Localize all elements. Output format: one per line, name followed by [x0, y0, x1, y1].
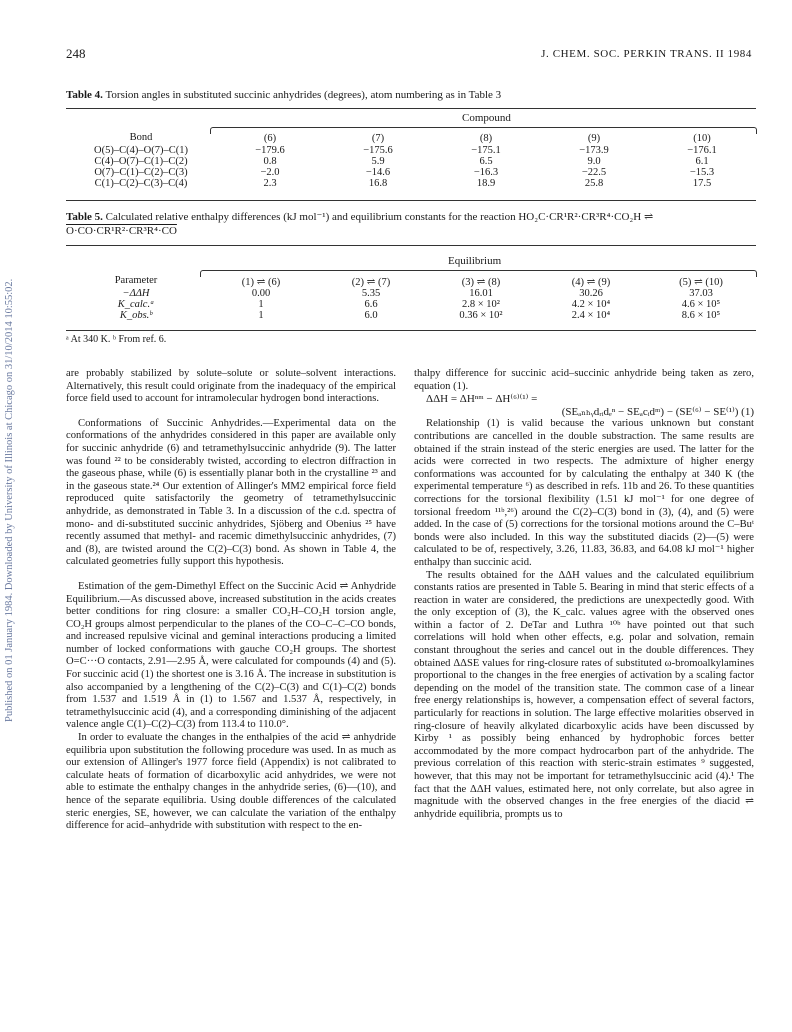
table5-group-header: Equilibrium	[448, 255, 502, 267]
table-row	[66, 299, 756, 310]
table5-cell: 8.6 × 10⁵	[681, 310, 721, 321]
table5-caption-label: Table 5.	[66, 211, 103, 223]
table5-cell: 2.8 × 10²	[462, 299, 500, 310]
table4-cell: −16.3	[473, 167, 499, 178]
table4-bond: O(5)–C(4)–O(7)–C(1)	[94, 145, 188, 156]
table4-cell: −176.1	[687, 145, 717, 156]
table4-header-col: (7)	[371, 133, 385, 144]
table5-caption-text: Calculated relative enthalpy differences (kJ mol⁻¹) and equilibrium constants for the reaction HO₂C·CR¹R²·CR³R⁴·CO₂H ⇌	[105, 211, 654, 223]
table-row	[66, 310, 756, 321]
equation-1-line1: ΔΔH = ΔHⁿᵐ − ΔH⁽⁶⁾⁽¹⁾ =	[426, 393, 538, 406]
table5-header-col: (5) ⇌ (10)	[679, 276, 723, 288]
table4-group-header: Compound	[462, 112, 511, 124]
table-row	[66, 145, 756, 156]
table4-header-col: (9)	[587, 133, 601, 144]
table-row	[66, 178, 756, 189]
table5-bottom-rule	[66, 330, 756, 331]
table4-cell: 16.8	[368, 178, 388, 189]
table5-top-rule	[66, 245, 756, 246]
table4-cell: 25.8	[584, 178, 604, 189]
table5-cell: 6.0	[364, 310, 378, 321]
journal-header: J. CHEM. SOC. PERKIN TRANS. II 1984	[541, 48, 752, 60]
page-number: 248	[66, 46, 86, 61]
table5-cell: 1	[258, 310, 264, 321]
table4-cell: −15.3	[689, 167, 715, 178]
table5-header-param: Parameter	[114, 275, 158, 286]
paragraph: The results obtained for the ΔΔH values and the calculated equilibrium constants ratios are presented in Table 5. Bearing in mind that steric effects of a reaction in water are considered, the predictions are unexpectedly good. With the only exception of (3), the K_calc. values agree with the observed ones within a factor of 2. DeTar and Luthra ¹⁰ᵇ have pointed out that such correlations will hold when other effects, e.g. polar and solvation, remain constant throughout the series and cancel out in the double differences. They obtained ΔΔSE values for ring-closure rates of substituted ω-bromoalkylamines proportional to the changes in the free energies of activation by a scaling factor depending on the model of the transition state. The common case of a linear free energy relationships is, however, a compensation effect of several factors, particularly for reactions in solution. The large effective molarities observed in ring-closure of heavily alkylated dicarboxylic acids have been discussed by Kirby ¹ as possibly being enhanced by hydrophobic forces better accommodated by the more compact hydrocarbon part of the anhydride. The previous correlation of this reaction with steric-strain estimates ⁹ suggested, however, that this may not be important for tetramethylsuccinic acid (4).¹ The fact that the ΔΔH values, estimated here, not only correlate, but also agree in magnitude with the observed changes in the free energies of the diacid ⇌ anhydride equilibria, prompts us to	[414, 569, 754, 820]
table4-header-col: (8)	[479, 133, 493, 144]
table5-footnote: ᵃ At 340 K. ᵇ From ref. 6.	[66, 334, 167, 345]
paragraph: are probably stabilized by solute–solute or solute–solvent interactions. Alternatively, this result could originate from the inadequacy of the empirical force field used to account for intramolecular hydrogen bond interactions.	[66, 368, 396, 405]
table5-cell: 30.26	[579, 288, 603, 299]
table4-cell: 9.0	[587, 156, 601, 167]
table5-header-row	[66, 275, 756, 288]
table4-cell: 5.9	[371, 156, 385, 167]
table5	[66, 275, 756, 321]
table-row	[66, 156, 756, 167]
table5-header-col: (1) ⇌ (6)	[241, 276, 281, 288]
table4-bottom-rule	[66, 200, 756, 201]
table5-cell: 5.35	[361, 288, 381, 299]
table5-cell: 6.6	[364, 299, 378, 310]
table4-header-col: (6)	[263, 133, 277, 144]
table4-cell: 18.9	[476, 178, 496, 189]
table-row	[66, 167, 756, 178]
table5-header-col: (2) ⇌ (7)	[351, 276, 391, 288]
table5-cell: 4.2 × 10⁴	[571, 299, 611, 310]
paragraph: Conformations of Succinic Anhydrides.—Experimental data on the conformations of the anhydrides considered in this paper are available only for succinic anhydride (6) and tetramethylsuccinic anhydride (9). The latter was found ²² to be considerably twisted, according to electron diffraction in the gaseous phase, while (6) is essentially planar both in the crystalline ²³ and in the gaseous state.²⁴ Our extention of Allinger's MM2 empirical force field reproduced quite satisfactorily the geometry of tetramethylsuccinic anhydride, as demonstrated in Table 3. In a discussion of the c.d. spectra of mono- and di-substituted succinic anhydrides, Sjöberg and Obenius ²⁵ have recently assumed that methyl- and racemic dimethylsuccinic anhydrides, (7) and (8), are twisted around the C(2)–C(3) bond. As shown in Table 4, the calculated geometries fully support this hypothesis.	[66, 417, 396, 568]
paragraph: Relationship (1) is valid because the various unknown but constant contributions are cancelled in the double substraction. The same results are obtained if the strain instead of the steric energies are used. The latter for the acids were corrected in two respects. The admixture of higher energy conformations was accounted for by calculating the enthalpy at 340 K (the experimental temperature ⁶) as described in refs. 11b and 26. To these quantities corrections for the torsional flexibility (1.51 kJ mol⁻¹ for one degree of torsional freedom ¹¹ᵇ,²⁶) around the C(2)–C(3) bond in (3), (4), and (5) were added. In the case of (5) corrections for the torsional motions around the C–Buᵗ bonds were also included. In this way the substituted diacids (2)—(5) were calculated to be of, respectively, 3.26, 11.83, 36.83, and 64.08 kJ mol⁻¹ higher enthalpy than succinic acid.	[414, 418, 754, 568]
table5-cell: 4.6 × 10⁵	[681, 299, 721, 310]
table5-header-col: (4) ⇌ (9)	[571, 276, 611, 288]
table5-param: −ΔΔH	[122, 288, 150, 299]
table4-cell: 17.5	[692, 178, 712, 189]
table4-cell: 6.5	[479, 156, 493, 167]
table5-cell: 0.36 × 10²	[459, 310, 503, 321]
table4-bond: C(1)–C(2)–C(3)–C(4)	[94, 178, 188, 189]
table4-bond: C(4)–O(7)–C(1)–C(2)	[94, 156, 188, 167]
left-column	[66, 368, 396, 833]
table4-top-rule	[66, 108, 756, 109]
table5-caption	[66, 210, 766, 238]
table5-param: K_obs.ᵇ	[119, 310, 153, 321]
equation-1-line2: (SEₐₙₕᵧdᵣᵢdₑⁿ − SEₐcᵢdᵐ) − (SE⁽⁶⁾ − SE⁽¹⁾) (1)	[561, 405, 754, 418]
table-row	[66, 288, 756, 299]
table5-header-col: (3) ⇌ (8)	[461, 276, 501, 288]
table4-cell: −14.6	[365, 167, 391, 178]
table4-cell: −22.5	[581, 167, 607, 178]
table4	[66, 132, 756, 189]
paragraph: Estimation of the gem-Dimethyl Effect on the Succinic Acid ⇌ Anhydride Equilibrium.—As discussed above, increased substitution in the acids creates better conditions for ring closure: a smaller CO₂H–CO₂H torsion angle, CO₂H groups almost perpendicular to the planes of the CO–C–C–CO bonds, and increased repulsive vicinal and geminal interactions producing a limited number of locked conformations with gauche CO₂H groups. The shortest O=C···O contacts, 2.91—2.95 Å, were calculated for compounds (4) and (5). For succinic acid (1) the shortest one is 3.16 Å. The increase in substitution is also accompanied by a lengthening of the C(2)–C(3) and C(1)–C(2) bonds from 1.537 and 1.519 Å in (1) to 1.567 and 1.537 Å, respectively, in tetramethylsuccinic acid (4), and a corresponding diminishing of the adjacent valence angle C(1)–C(2)–C(3) from 113.4 to 110.0°.	[66, 580, 396, 731]
download-watermark: Published on 01 January 1984. Downloaded by University of Illinois at Chicago on 31/10/2014 10:55:02.	[4, 278, 15, 722]
table4-cell: 6.1	[695, 156, 709, 167]
table4-caption	[66, 88, 756, 102]
table5-cell: 2.4 × 10⁴	[571, 310, 611, 321]
table5-caption-line2: O·CO·CR¹R²·CR³R⁴·CO	[66, 225, 177, 237]
table4-caption-text: Torsion angles in substituted succinic anhydrides (degrees), atom numbering as in Table 3	[105, 89, 502, 101]
paragraph: In order to evaluate the changes in the enthalpies of the acid ⇌ anhydride equilibria upon substitution the following procedure was used. In as much as our extension of Allinger's 1977 force field (Appendix) is not calibrated to calculate heats of formation of dicarboxylic acid anhydrides, we were not able to estimate the enthalpy changes in the anhydride series, (6)—(10), and hence of the separate equilibria. Using double differences of the calculated steric energies, SE, however, we can calculate the variation of the enthalpy difference for acid–anhydride with substitution with respect to the en-	[66, 732, 396, 832]
table4-bond: O(7)–C(1)–C(2)–C(3)	[94, 167, 188, 178]
table4-cell: −2.0	[260, 167, 280, 178]
table4-header-bond: Bond	[129, 132, 153, 143]
table4-cell: −175.1	[471, 145, 501, 156]
table4-caption-label: Table 4.	[66, 89, 103, 101]
table5-param: K_calc.ᵃ	[117, 299, 155, 310]
table5-cell: 0.00	[251, 288, 271, 299]
table4-cell: −179.6	[255, 145, 285, 156]
paragraph: thalpy difference for succinic acid–succinic anhydride being taken as zero, equation (1).	[414, 368, 754, 392]
table5-cell: 1	[258, 299, 264, 310]
table4-cell: 2.3	[263, 178, 277, 189]
table4-cell: −173.9	[579, 145, 609, 156]
table5-cell: 16.01	[469, 288, 493, 299]
table4-header-col: (10)	[693, 133, 711, 144]
table5-cell: 37.03	[689, 288, 713, 299]
table4-cell: −175.6	[363, 145, 393, 156]
table4-cell: 0.8	[263, 156, 277, 167]
right-column	[414, 368, 754, 821]
table4-header-row	[66, 132, 756, 145]
